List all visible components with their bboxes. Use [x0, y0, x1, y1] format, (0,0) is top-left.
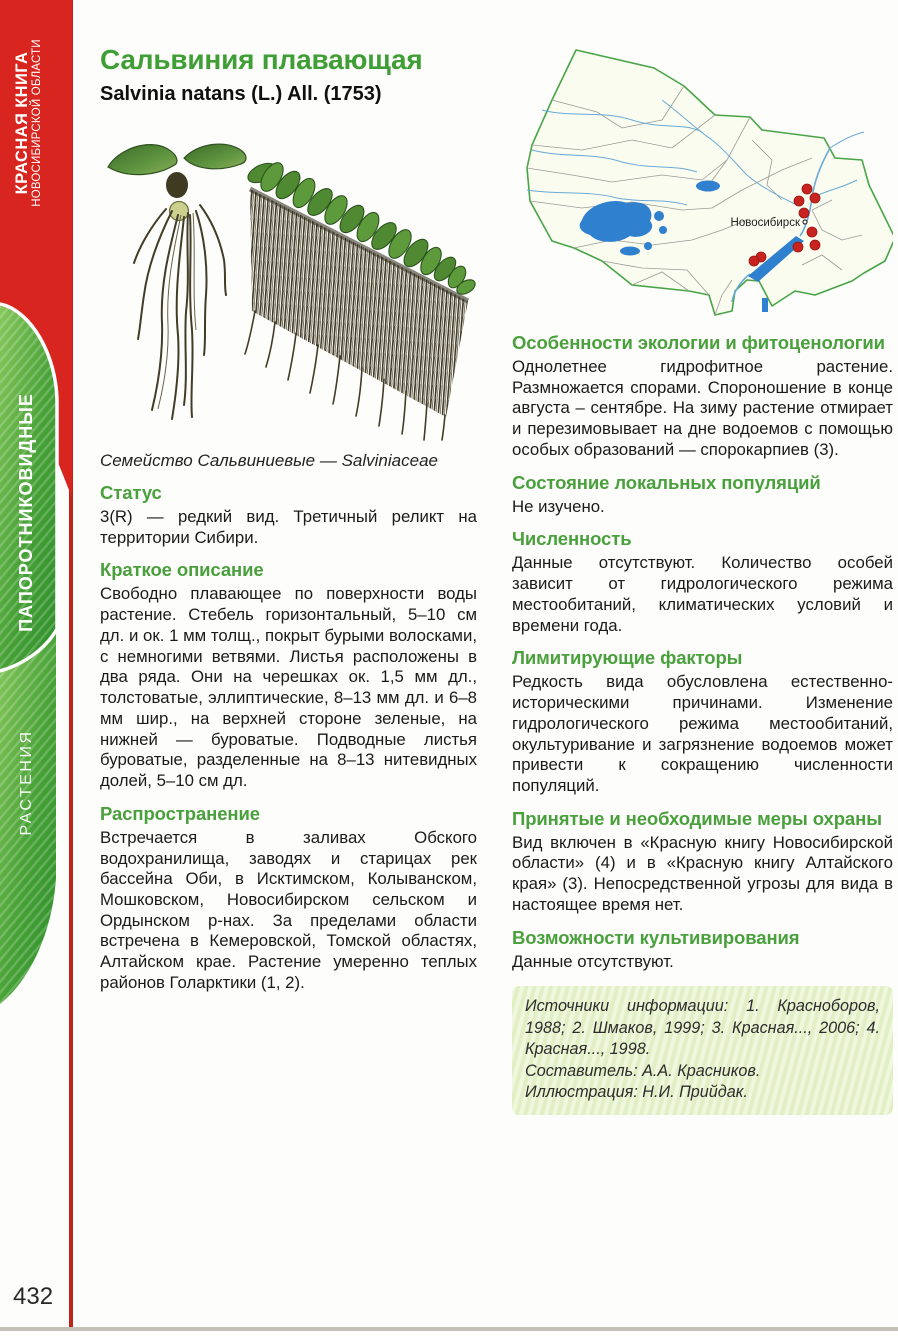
species-latin-name: Salvinia natans (L.) All. (1753): [100, 83, 382, 105]
page-bottom-edge: [0, 1327, 898, 1331]
section-heading: Принятые и необходимые меры охраны: [512, 807, 882, 829]
family-caption: Семейство Сальвиниевые — Salviniaceae: [100, 451, 438, 470]
city-marker: [731, 217, 807, 229]
book-subtitle: НОВОСИБИРСКОЙ ОБЛАСТИ: [31, 39, 44, 207]
left-column: [100, 44, 477, 994]
sidebar-group-plants: РАСТЕНИЯ: [18, 729, 35, 836]
section-ecology: [512, 332, 893, 461]
section-heading: Распространение: [100, 802, 260, 824]
section-text: 3(R) — редкий вид. Третичный реликт на территории Сибири.: [100, 507, 477, 547]
section-text: Данные отсутствуют.: [512, 951, 674, 971]
book-title-block: [14, 14, 43, 232]
sources-compiler: Составитель: А.А. Красников.: [525, 1061, 761, 1080]
section-abundance: [512, 528, 893, 636]
sources-info: Источники информации: 1. Красноборов, 1988; 2. Шмаков, 1999; 3. Красная..., 2006; 4. Красная..., 1998.: [525, 997, 880, 1059]
section-text: Не изучено.: [512, 496, 605, 516]
section-heading: Лимитирующие факторы: [512, 647, 743, 669]
right-column: [512, 40, 893, 1115]
section-protection-measures: [512, 808, 893, 916]
section-heading: Особенности экологии и фитоценологии: [512, 332, 885, 353]
section-cultivation: [512, 927, 893, 973]
page-number: 432: [13, 1283, 54, 1310]
section-status: [100, 482, 477, 548]
section-heading: Статус: [100, 482, 162, 503]
small-plant-roots: [134, 205, 226, 419]
sidebar-section-ferns: ПАПОРОТНИКОВИДНЫЕ: [16, 393, 36, 632]
section-description: [100, 559, 477, 791]
section-distribution: [100, 803, 477, 994]
species-title: Сальвиния плавающая: [100, 44, 423, 75]
section-local-populations: [512, 472, 893, 518]
sidebar: [0, 0, 75, 1331]
section-heading: Состояние локальных популяций: [512, 471, 821, 493]
book-title: КРАСНАЯ КНИГА: [13, 51, 31, 195]
plant-illustration: [100, 123, 477, 441]
range-map: [512, 40, 893, 321]
small-plant: [108, 144, 246, 419]
section-heading: Краткое описание: [100, 559, 264, 581]
section-heading: Возможности культивирования: [512, 926, 800, 948]
section-text: Редкость вида обусловлена естественно-историческими причинами. Изменение гидрологического режима местообитаний, окультуривание и загрязнение водоемов может привести к сокращению численности популяций.: [512, 672, 893, 796]
sources-box: [512, 986, 893, 1115]
section-text: Встречается в заливах Обского водохранилища, заводях и старицах рек бассейна Оби, в Исктимском, Колыванском, Мошковском, Новосибирском сельском и Ордынском р-нах. За пределами области встречена в Кемеровской, Томской областях, Алтайском крае. Растение умеренно теплых районов Голарктики (1, 2).: [100, 827, 477, 992]
city-label: Новосибирск: [730, 217, 800, 229]
section-text: Свободно плавающее по поверхности воды растение. Стебель горизонтальный, 5–10 см дл. и ок. 1 мм толщ., покрыт бурыми волосками, с немногими ветвями. Листья расположены в два ряда. Они на черешках ок. 1,5 мм дл., толстоватые, эллиптические, 8–13 мм дл. и 6–8 мм шир., на верхней стороне зеленые, на нижней — буроватые. Подводные листья буроватые, разделенные на 8–13 нитевидных долей, 5–10 см дл.: [100, 584, 477, 791]
section-text: Вид включен в «Красную книгу Новосибирской области» (4) и в «Красную книгу Алтайского края» (3). Непосредственной угрозы для вида в настоящее время нет.: [512, 832, 893, 914]
sources-illustrator: Иллюстрация: Н.И. Прийдак.: [525, 1082, 748, 1101]
section-heading: Численность: [512, 528, 632, 550]
large-plant: [245, 159, 477, 440]
section-limiting-factors: [512, 647, 893, 796]
section-text: Данные отсутствуют. Количество особей зависит от гидрологического режима местообитаний, климатических условий и времени года.: [512, 553, 893, 635]
section-text: Однолетнее гидрофитное растение. Размножается спорами. Спороношение в конце августа – сентябре. На зиму растение отмирает и перезимовывает на дне водоемов с помощью особых образований — спорокарпиев (3).: [512, 357, 893, 459]
